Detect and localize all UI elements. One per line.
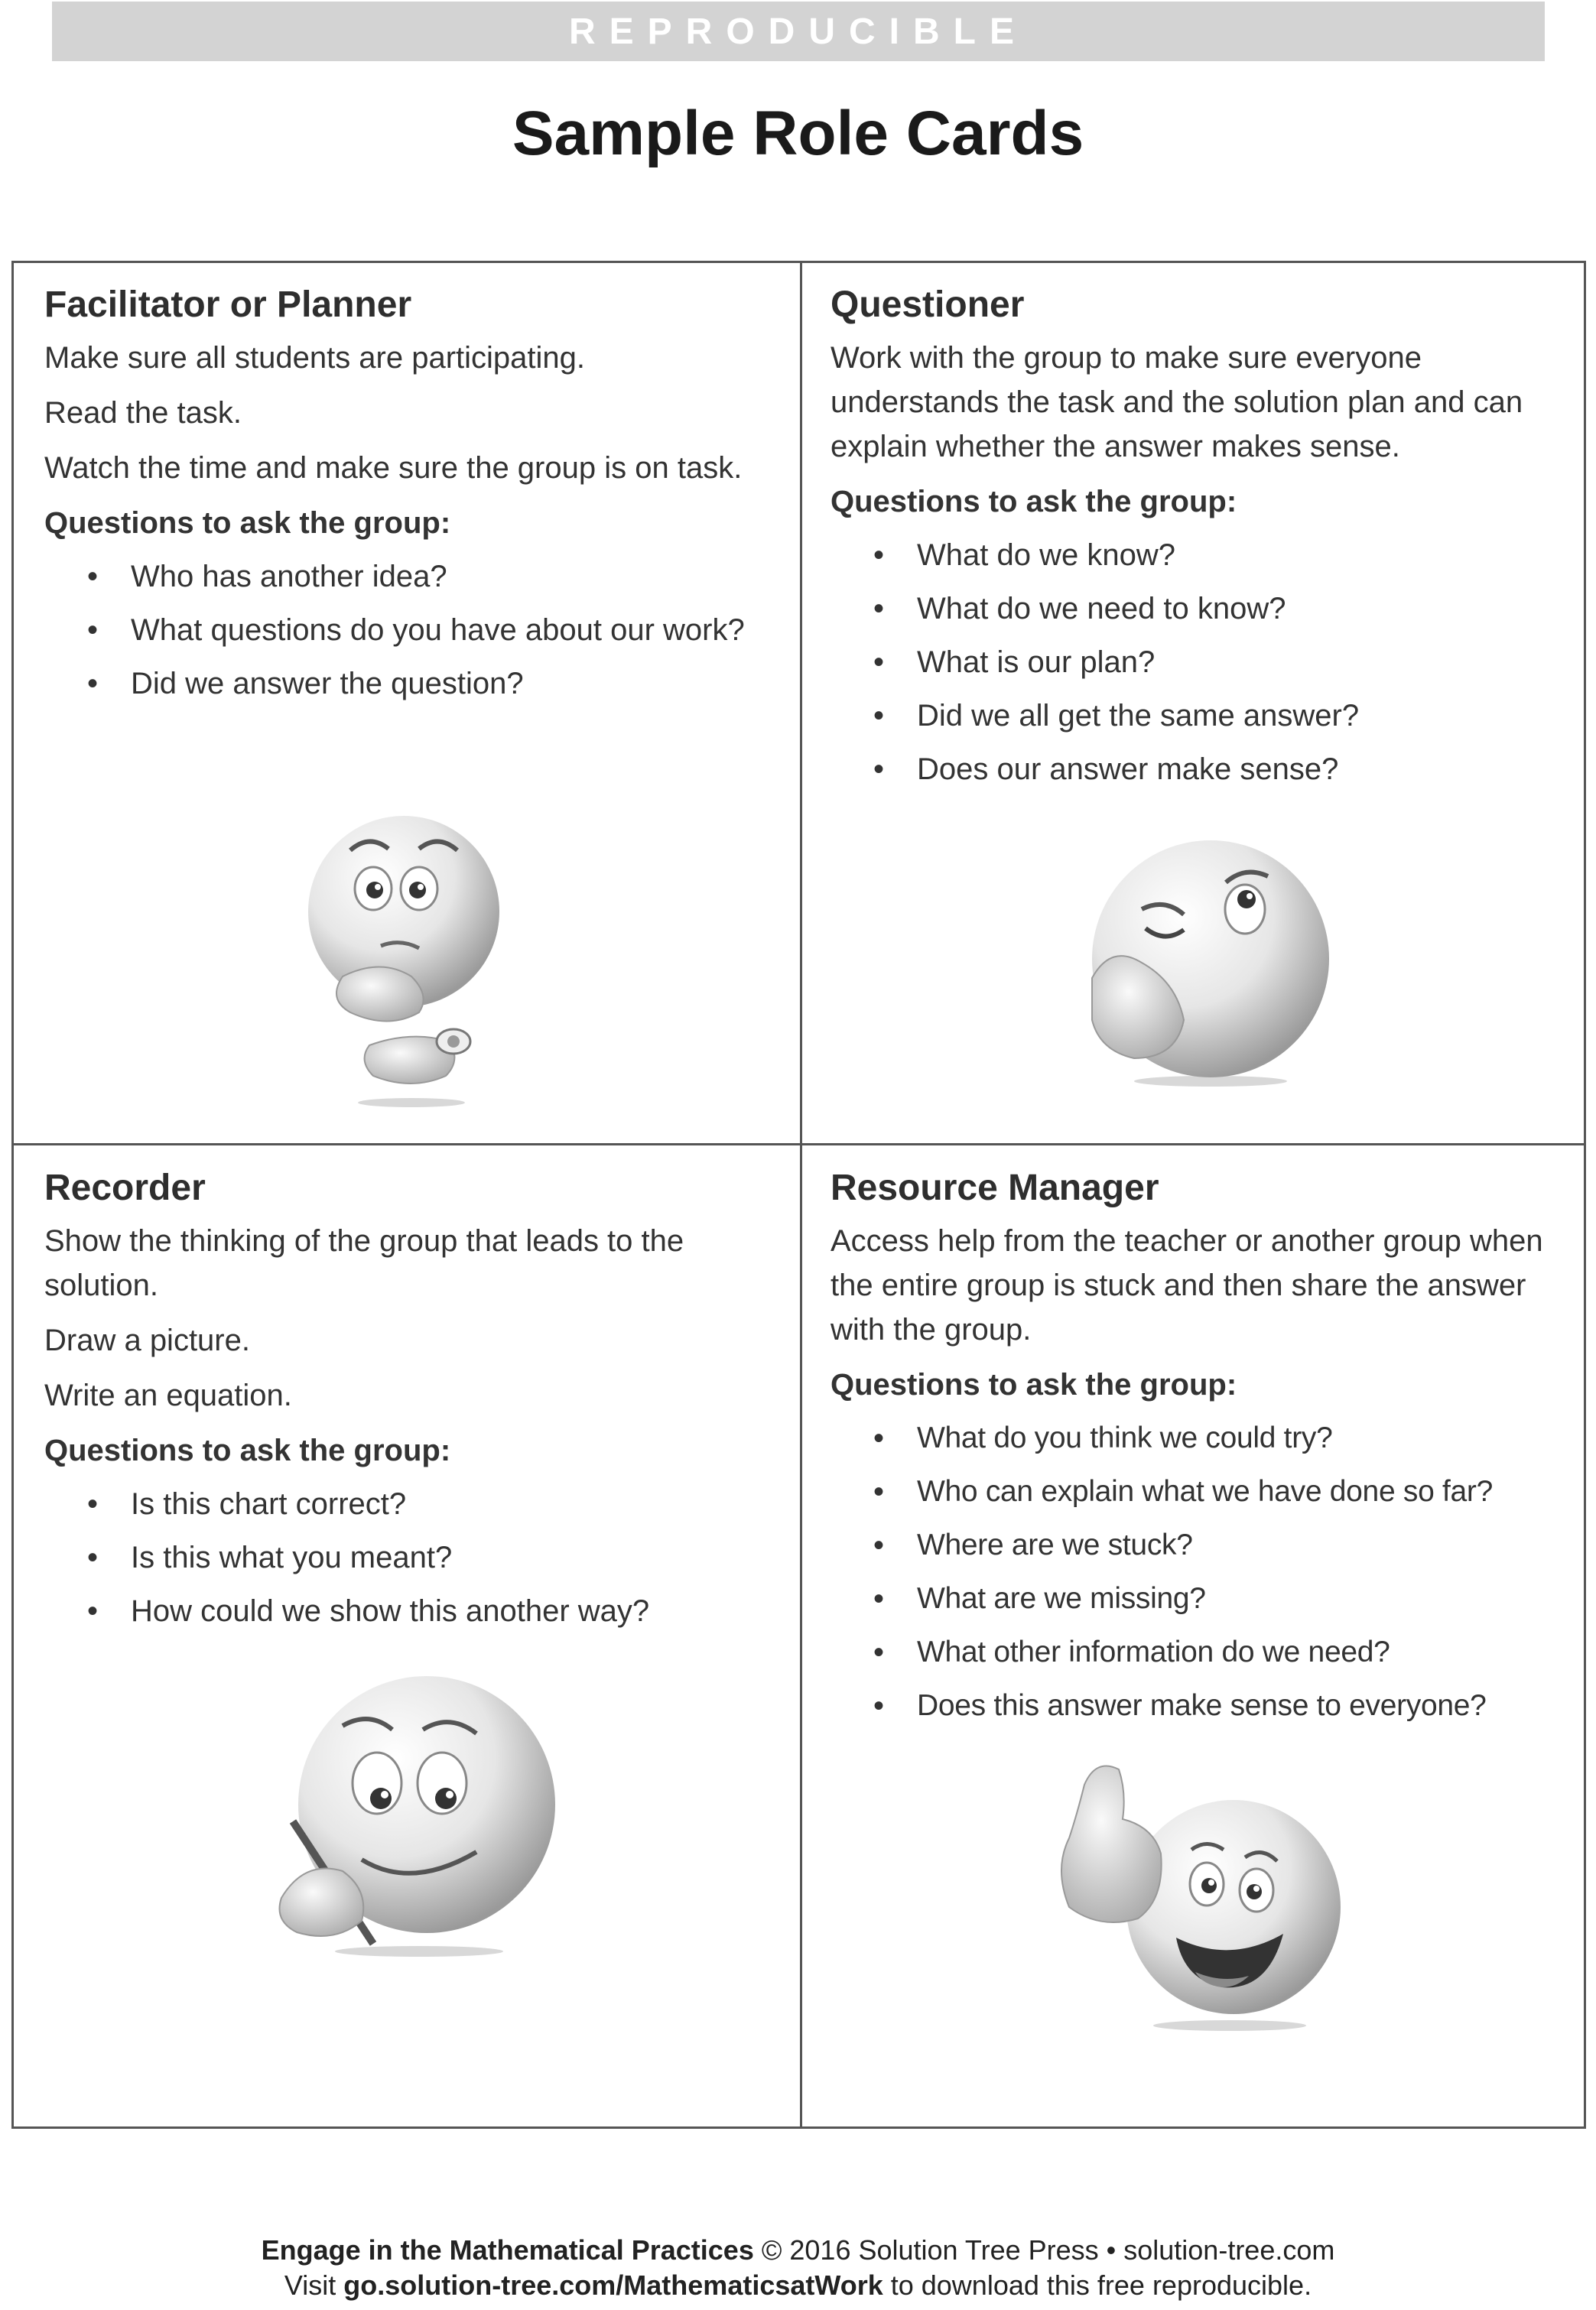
- card-facilitator: [44, 282, 778, 715]
- question-item: • What do we need to know?: [831, 586, 1565, 631]
- card-line: Access help from the teacher or another group when the entire group is stuck and then share the answer with the group.: [831, 1224, 1543, 1347]
- question-item: • Is this what you meant?: [44, 1535, 778, 1580]
- card-line: Work with the group to make sure everyone understands the task and the solution plan and can explain whether the answer makes sense.: [831, 341, 1523, 463]
- copyright-text: © 2016 Solution Tree Press • solution-tree.com: [753, 2234, 1335, 2266]
- question-item: • What do you think we could try?: [831, 1416, 1576, 1460]
- card-recorder: [44, 1165, 778, 1642]
- question-item: • How could we show this another way?: [44, 1589, 778, 1633]
- card-line: Watch the time and make sure the group is on task.: [44, 451, 743, 485]
- card-line: Show the thinking of the group that leads to the solution.: [44, 1224, 684, 1302]
- questions-heading: Questions to ask the group:: [831, 1368, 1237, 1402]
- thinking-emoji-icon: [297, 812, 511, 1110]
- questions-heading: Questions to ask the group:: [831, 485, 1237, 518]
- winking-emoji-icon: [1069, 829, 1329, 1089]
- card-title: Facilitator or Planner: [44, 284, 412, 325]
- card-title: Recorder: [44, 1168, 206, 1208]
- question-item: • What do we know?: [831, 533, 1565, 577]
- banner-label: REPRODUCIBLE: [568, 11, 1029, 52]
- book-title: Engage in the Mathematical Practices: [261, 2234, 754, 2266]
- question-item: • Is this chart correct?: [44, 1482, 778, 1526]
- thumbs-up-emoji-icon: [1054, 1754, 1344, 2037]
- question-item: • Who has another idea?: [44, 554, 778, 599]
- footer-visit-line: [0, 2268, 1596, 2303]
- writing-emoji-icon: [266, 1668, 564, 1967]
- question-list: [831, 533, 1565, 791]
- question-item: • Where are we stuck?: [831, 1523, 1576, 1568]
- card-line: Read the task.: [44, 396, 242, 430]
- question-item: • What are we missing?: [831, 1577, 1576, 1621]
- card-title: Questioner: [831, 284, 1025, 325]
- footer: [0, 2233, 1596, 2303]
- reproducible-link[interactable]: go.solution-tree.com/MathematicsatWork: [343, 2269, 883, 2301]
- visit-prefix: Visit: [284, 2269, 344, 2301]
- question-list: [44, 554, 778, 706]
- footer-copyright-line: [0, 2233, 1596, 2268]
- question-list: [44, 1482, 778, 1633]
- grid-divider-horizontal: [14, 1143, 1584, 1145]
- card-line: Make sure all students are participating.: [44, 341, 586, 375]
- card-title: Resource Manager: [831, 1168, 1159, 1208]
- questions-heading: Questions to ask the group:: [44, 506, 451, 540]
- question-list: [831, 1416, 1576, 1728]
- reproducible-banner: [52, 2, 1545, 61]
- card-questioner: [831, 282, 1565, 801]
- question-item: • Does our answer make sense?: [831, 747, 1565, 791]
- card-line: Write an equation.: [44, 1379, 292, 1412]
- question-item: • What questions do you have about our work?: [44, 608, 778, 652]
- question-item: • Did we all get the same answer?: [831, 694, 1565, 738]
- visit-suffix: to download this free reproducible.: [883, 2269, 1312, 2301]
- page-title: Sample Role Cards: [512, 99, 1084, 168]
- question-item: • Who can explain what we have done so far?: [831, 1470, 1576, 1514]
- question-item: • What is our plan?: [831, 640, 1565, 684]
- role-cards-grid: [11, 261, 1586, 2129]
- card-resource-manager: [831, 1165, 1576, 1737]
- question-item: • Does this answer make sense to everyone?: [831, 1684, 1576, 1728]
- card-line: Draw a picture.: [44, 1324, 250, 1357]
- question-item: • Did we answer the question?: [44, 661, 778, 706]
- grid-divider-vertical: [800, 263, 802, 2126]
- questions-heading: Questions to ask the group:: [44, 1434, 451, 1467]
- question-item: • What other information do we need?: [831, 1630, 1576, 1675]
